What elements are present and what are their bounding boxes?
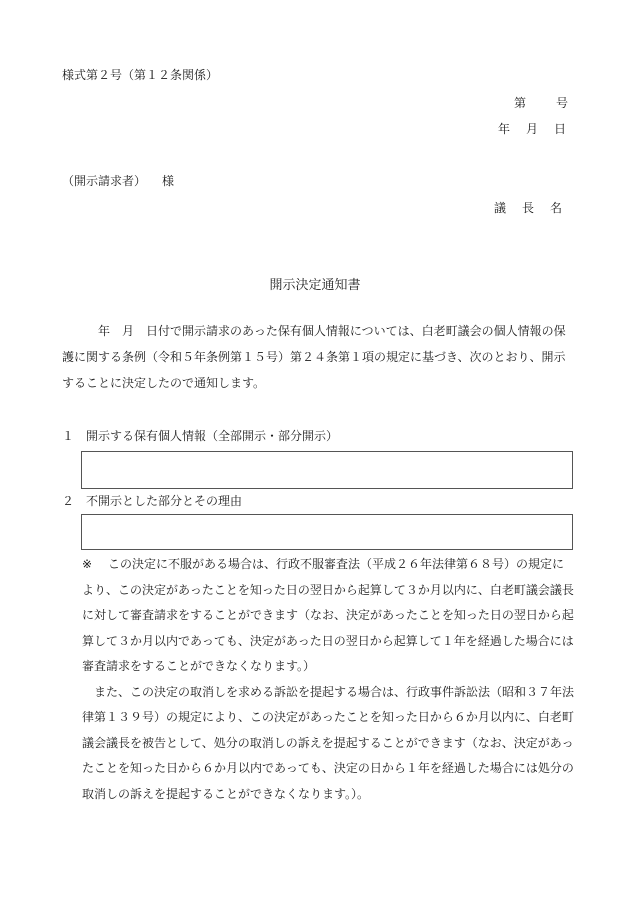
- form-number-label: 様式第２号（第１２条関係）: [62, 68, 219, 82]
- note-mark: ※: [82, 557, 93, 571]
- document-title: 開示決定通知書: [269, 278, 361, 293]
- notice-paragraph-2: また、この決定の取消しを求める訴訟を提起する場合は、行政事件訴訟法（昭和３７年法律第１３９号）の規定により、この決定があったことを知った日から６か月以内に、白老町議会議長を被告として、処分の取消しの訴えを提起することができます（なお、決定があったことを知った日から６か月以内であっても、決定の日から１年を経過した場合には処分の取消しの訴えを提起することができなくなります。）。: [82, 684, 575, 801]
- addressee-honorific: 様: [162, 174, 175, 188]
- notice-paragraph-1: [82, 552, 574, 680]
- disclosed-info-field[interactable]: [81, 451, 573, 489]
- section-1-number: １: [62, 429, 75, 443]
- non-disclosure-reason-field[interactable]: [81, 514, 573, 550]
- body-paragraph: 年 月 日付で開示請求のあった保有個人情報については、白老町議会の個人情報の保護に関する条例（令和５年条例第１５号）第２４条第１項の規定に基づき、次のとおり、開示することに決定したので通知します。: [62, 324, 566, 390]
- notice-text-1: この決定に不服がある場合は、行政不服審査法（平成２６年法律第６８号）の規定により、この決定があったことを知った日の翌日から起算して３か月以内に、白老町議会議長に対して審査請求をすることができます（なお、決定があったことを知った日の翌日から起算して３か月以内であっても、決定があった日の翌日から起算して１年を経過した場合には審査請求をすることができなくなります。）: [82, 557, 574, 673]
- addressee-label: （開示請求者）: [62, 174, 147, 188]
- appeal-notice: [82, 552, 574, 807]
- chair-char-1: 議: [493, 201, 506, 215]
- date-line: [498, 120, 566, 137]
- date-day: 日: [553, 122, 566, 136]
- section-1-heading: [62, 427, 338, 444]
- section-2-number: ２: [62, 494, 75, 508]
- chair-char-2: 長: [521, 201, 534, 215]
- section-2-label: 不開示とした部分とその理由: [86, 494, 243, 508]
- document-number-line: [514, 94, 568, 111]
- date-year: 年: [497, 122, 510, 136]
- chair-name: [494, 199, 562, 216]
- number-prefix: 第: [513, 96, 526, 110]
- section-1-label: 開示する保有個人情報（全部開示・部分開示）: [86, 429, 339, 443]
- addressee: [62, 172, 174, 189]
- section-2-heading: [62, 492, 242, 509]
- date-month: 月: [525, 122, 538, 136]
- number-suffix: 号: [555, 96, 568, 110]
- chair-char-3: 名: [549, 201, 562, 215]
